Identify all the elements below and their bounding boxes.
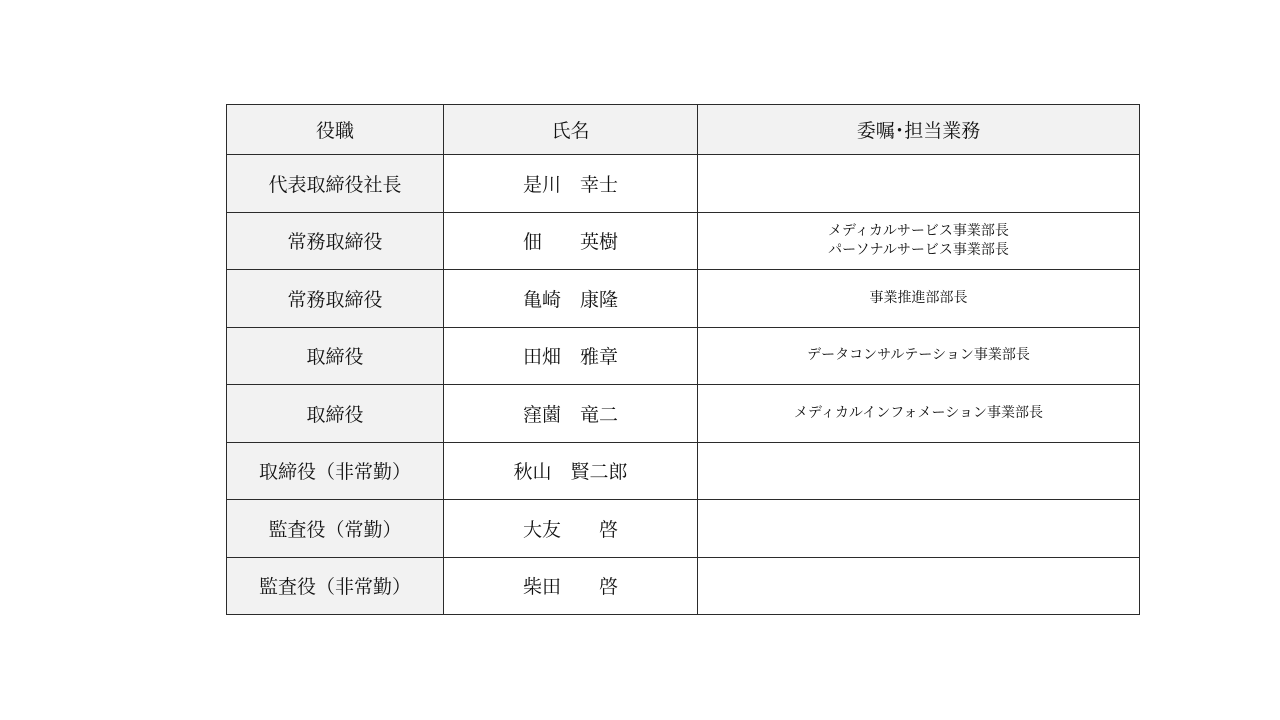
officer-title: 代表取締役社長	[227, 155, 444, 213]
table-header-row	[227, 105, 1140, 155]
officer-name	[444, 442, 698, 500]
duty-line: メディカルサービス事業部長	[828, 222, 1009, 239]
table-row	[227, 327, 1140, 385]
table-row	[227, 442, 1140, 500]
officer-duty	[698, 212, 1140, 270]
officer-duty	[698, 385, 1140, 443]
officer-name	[444, 270, 698, 328]
officer-title: 監査役（常勤）	[227, 500, 444, 558]
officer-name	[444, 155, 698, 213]
officer-name-text: 窪薗 竜二	[522, 403, 618, 426]
table-row	[227, 212, 1140, 270]
header-title: 役職	[227, 105, 444, 155]
officer-duty	[698, 270, 1140, 328]
duty-line: データコンサルテーション事業部長	[807, 347, 1030, 364]
officer-name	[444, 327, 698, 385]
officer-name	[444, 212, 698, 270]
officer-name	[444, 385, 698, 443]
officer-duty	[698, 155, 1140, 213]
officers-table	[226, 104, 1140, 615]
officer-title: 常務取締役	[227, 270, 444, 328]
officer-title: 監査役（非常勤）	[227, 557, 444, 615]
table-row	[227, 270, 1140, 328]
officer-name-text: 佃 英樹	[522, 231, 618, 254]
officer-title: 常務取締役	[227, 212, 444, 270]
officer-title: 取締役	[227, 385, 444, 443]
duty-line: パーソナルサービス事業部長	[828, 241, 1009, 258]
officer-duty	[698, 557, 1140, 615]
officer-name-text: 是川 幸士	[522, 173, 618, 196]
table-row	[227, 557, 1140, 615]
officer-name	[444, 557, 698, 615]
officer-duty	[698, 500, 1140, 558]
header-name: 氏名	[444, 105, 698, 155]
officer-duty	[698, 327, 1140, 385]
header-duty: 委嘱･担当業務	[698, 105, 1140, 155]
officer-name-text: 亀崎 康隆	[522, 288, 618, 311]
officer-name-text: 秋山 賢二郎	[513, 461, 628, 484]
table-row	[227, 155, 1140, 213]
duty-line: メディカルインフォメーション事業部長	[794, 404, 1043, 421]
officer-title: 取締役（非常勤）	[227, 442, 444, 500]
officer-name	[444, 500, 698, 558]
officer-name-text: 柴田 啓	[522, 576, 618, 599]
officer-duty	[698, 442, 1140, 500]
officer-name-text: 田畑 雅章	[522, 346, 618, 369]
officer-title: 取締役	[227, 327, 444, 385]
officer-name-text: 大友 啓	[522, 518, 618, 541]
table-row	[227, 385, 1140, 443]
table-row	[227, 500, 1140, 558]
duty-line: 事業推進部部長	[869, 289, 968, 306]
